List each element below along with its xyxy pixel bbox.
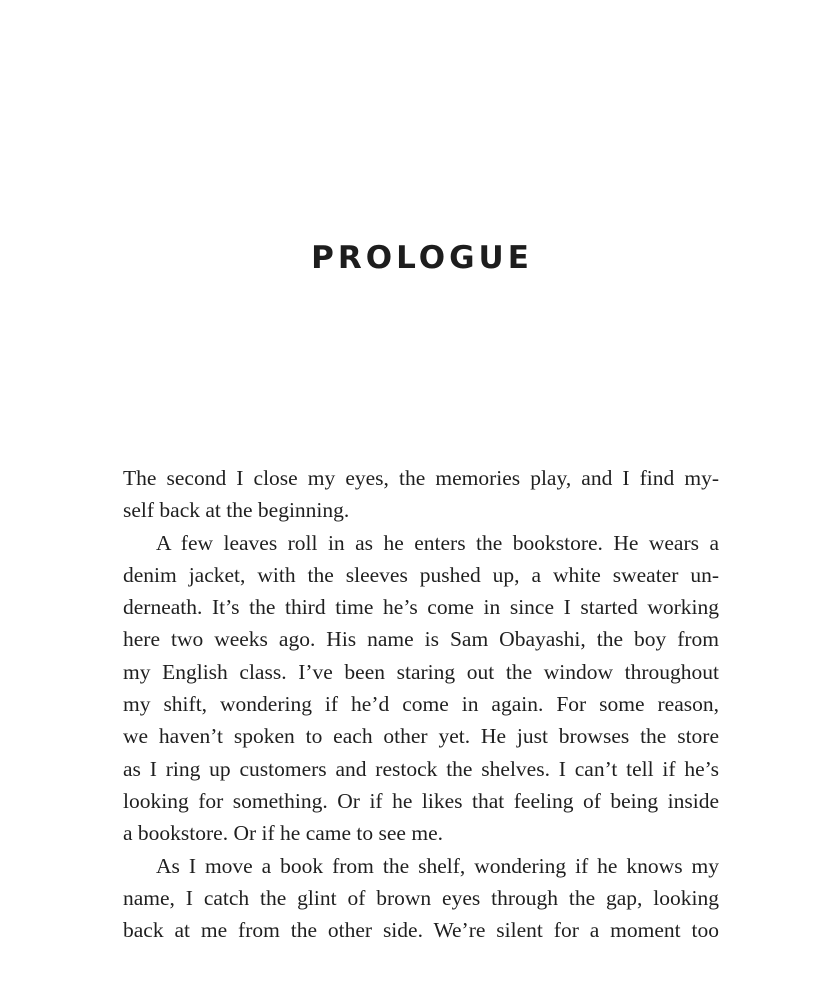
chapter-title: PROLOGUE <box>311 240 533 276</box>
text-line: as I ring up customers and restock the shelves. I can’t tell if he’s <box>123 756 719 781</box>
text-line: The second I close my eyes, the memories play, and I find my- <box>123 466 719 490</box>
body-text <box>123 462 719 946</box>
text-line: derneath. It’s the third time he’s come in since I started working <box>123 595 719 620</box>
text-line: denim jacket, with the sleeves pushed up, a white sweater un- <box>123 562 719 587</box>
text-line: As I move a book from the shelf, wondering if he knows my <box>156 853 719 878</box>
text-line: a bookstore. Or if he came to see me. <box>123 821 443 846</box>
text-line: self back at the beginning. <box>123 498 350 523</box>
text-line: here two weeks ago. His name is Sam Obayashi, the boy from <box>123 627 719 652</box>
text-line: looking for something. Or if he likes that feeling of being inside <box>123 788 719 813</box>
text-line: my English class. I’ve been staring out the window throughout <box>123 659 719 684</box>
text-line: name, I catch the glint of brown eyes through the gap, looking <box>123 885 719 910</box>
text-line: A few leaves roll in as he enters the bookstore. He wears a <box>156 530 719 555</box>
text-line: my shift, wondering if he’d come in again. For some reason, <box>123 692 719 717</box>
text-line: back at me from the other side. We’re silent for a moment too <box>123 918 719 943</box>
text-line: we haven’t spoken to each other yet. He just browses the store <box>123 724 719 749</box>
